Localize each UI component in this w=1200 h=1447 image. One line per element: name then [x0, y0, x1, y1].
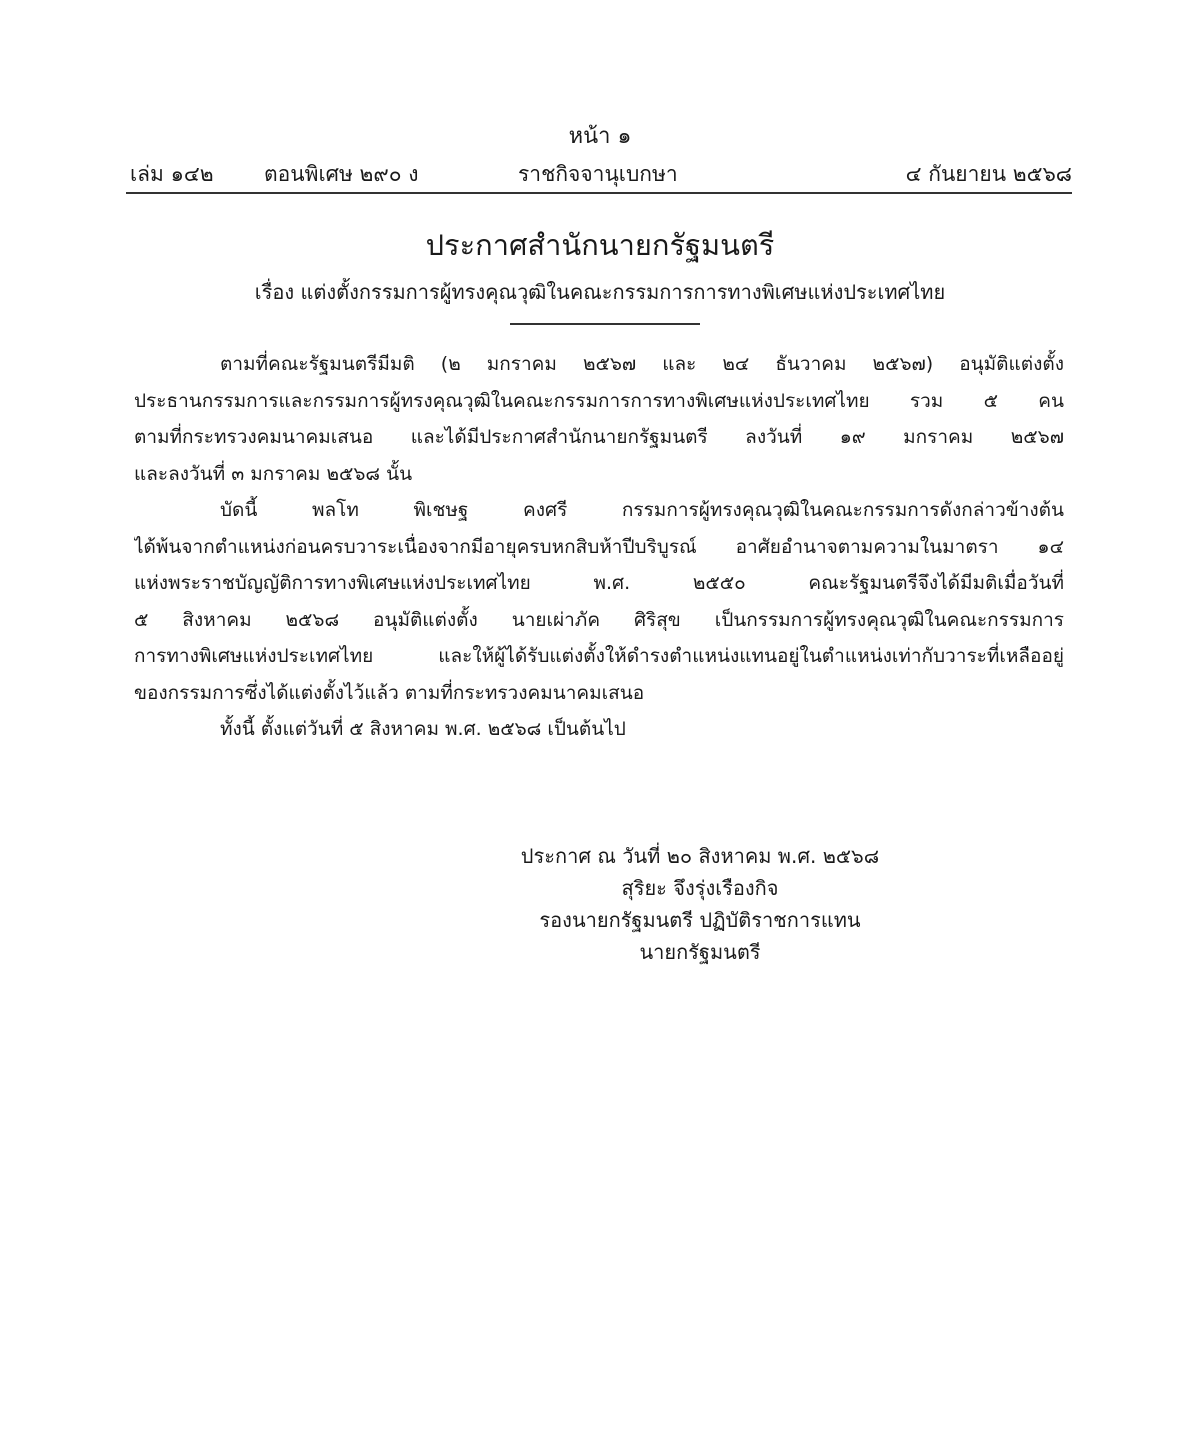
- announcement-body: [134, 346, 1064, 748]
- publication-date: ๔ กันยายน ๒๕๖๘: [905, 162, 1072, 186]
- announcement-date: ประกาศ ณ วันที่ ๒๐ สิงหาคม พ.ศ. ๒๕๖๘: [520, 844, 880, 868]
- signatory-position-2: นายกรัฐมนตรี: [639, 940, 761, 964]
- paragraph-line: ตามที่กระทรวงคมนาคมเสนอ และได้มีประกาศสำนักนายกรัฐมนตรี ลงวันที่ ๑๙ มกราคม ๒๕๖๗: [134, 426, 1064, 448]
- gazette-name: ราชกิจจานุเบกษา: [518, 162, 678, 186]
- signatory-position: รองนายกรัฐมนตรี ปฏิบัติราชการแทน: [539, 908, 861, 932]
- paragraph-line: ของกรรมการซึ่งได้แต่งตั้งไว้แล้ว ตามที่กระทรวงคมนาคมเสนอ: [134, 681, 645, 704]
- announcement-title: ประกาศสำนักนายกรัฐมนตรี: [425, 228, 775, 262]
- paragraph-line: บัดนี้ พลโท พิเชษฐ คงศรี กรรมการผู้ทรงคุณวุฒิในคณะกรรมการดังกล่าวข้างต้น: [220, 499, 1064, 521]
- paragraph-line: ตามที่คณะรัฐมนตรีมีมติ (๒ มกราคม ๒๕๖๗ และ ๒๔ ธันวาคม ๒๕๖๗) อนุมัติแต่งตั้ง: [220, 353, 1064, 375]
- paragraph-line: และลงวันที่ ๓ มกราคม ๒๕๖๘ นั้น: [134, 462, 413, 485]
- gazette-header: [130, 158, 1072, 188]
- paragraph-line: ประธานกรรมการและกรรมการผู้ทรงคุณวุฒิในคณะกรรมการการทางพิเศษแห่งประเทศไทย รวม ๕ คน: [134, 389, 1064, 412]
- paragraph-1: [134, 346, 1064, 492]
- header-rule: [126, 192, 1072, 194]
- paragraph-line: ได้พ้นจากตำแหน่งก่อนครบวาระเนื่องจากมีอายุครบหกสิบห้าปีบริบูรณ์ อาศัยอำนาจตามความในมาตรา ๑๔: [134, 535, 1064, 558]
- paragraph-line: การทางพิเศษแห่งประเทศไทย และให้ผู้ได้รับแต่งตั้งให้ดำรงตำแหน่งแทนอยู่ในตำแหน่งเท่ากับวาระที่เหลืออยู่: [134, 645, 1064, 667]
- announcement-subject: เรื่อง แต่งตั้งกรรมการผู้ทรงคุณวุฒิในคณะกรรมการการทางพิเศษแห่งประเทศไทย: [254, 280, 946, 304]
- paragraph-line: ทั้งนี้ ตั้งแต่วันที่ ๕ สิงหาคม พ.ศ. ๒๕๖๘ เป็นต้นไป: [220, 718, 626, 740]
- paragraph-line: ๕ สิงหาคม ๒๕๖๘ อนุมัติแต่งตั้ง นายเผ่าภัค ศิริสุข เป็นกรรมการผู้ทรงคุณวุฒิในคณะกรรมการ: [134, 608, 1064, 631]
- paragraph-line: แห่งพระราชบัญญัติการทางพิเศษแห่งประเทศไทย พ.ศ. ๒๕๕๐ คณะรัฐมนตรีจึงได้มีมติเมื่อวันที่: [134, 572, 1064, 594]
- special-part-number: ตอนพิเศษ ๒๙๐ ง: [264, 162, 419, 186]
- signature-block: [0, 840, 1200, 968]
- signatory-name: สุริยะ จึงรุ่งเรืองกิจ: [621, 876, 779, 900]
- paragraph-2: [134, 492, 1064, 711]
- volume-number: เล่ม ๑๔๒: [130, 162, 214, 186]
- title-underline: [510, 323, 700, 325]
- paragraph-3: [134, 711, 1064, 748]
- page-number: หน้า ๑: [568, 124, 632, 149]
